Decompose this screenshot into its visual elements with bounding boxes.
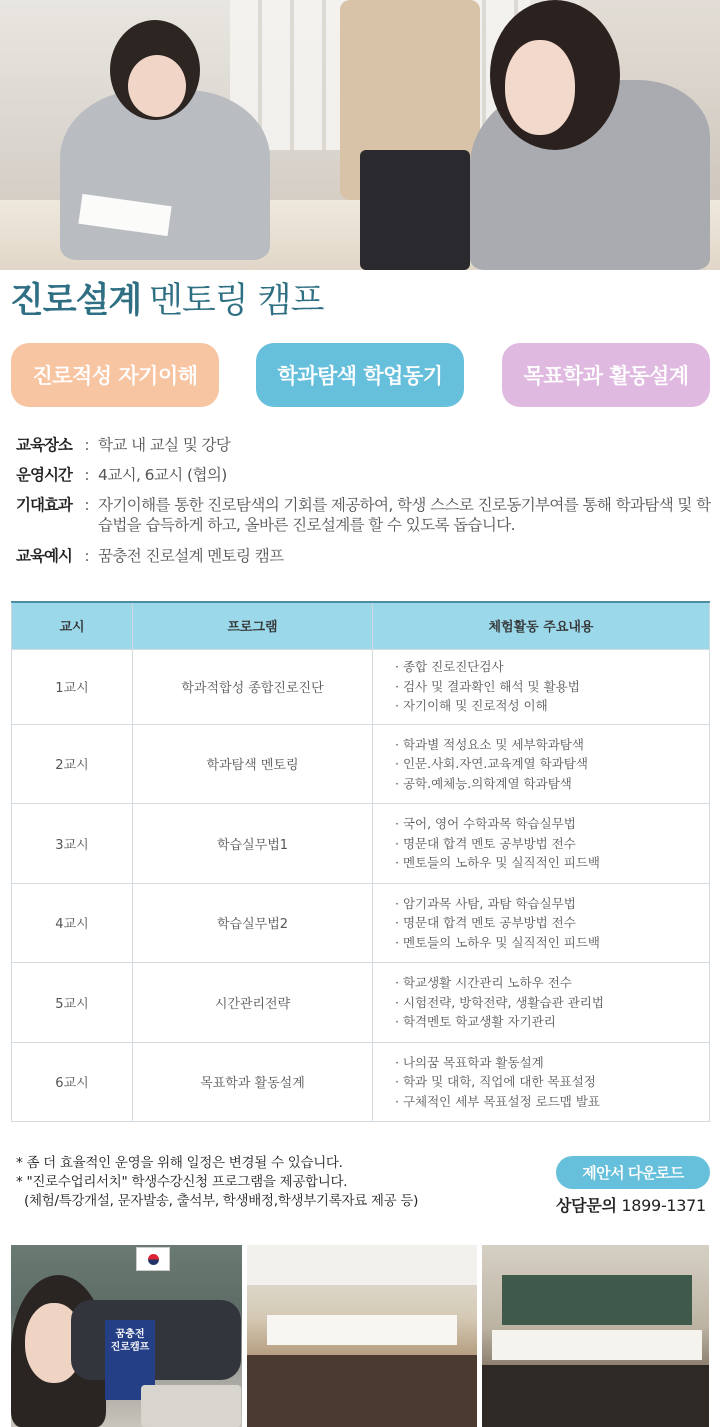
- korean-flag-icon: [136, 1247, 170, 1271]
- info-effect: [16, 495, 716, 535]
- schedule-table: [11, 601, 710, 1122]
- note-line: * 좀 더 효율적인 운영을 위해 일정은 변경될 수 있습니다.: [16, 1155, 343, 1171]
- info-example-label: 교육예시: [16, 547, 72, 565]
- info-place-value: 학교 내 교실 및 강당: [98, 436, 231, 454]
- detail-item: · 학교생활 시간관리 노하우 전수: [395, 975, 572, 990]
- detail-item: · 자기이해 및 진로적성 이해: [395, 698, 548, 714]
- table-cell-period: 3교시: [12, 804, 133, 884]
- info-time-value: 4교시, 6교시 (협의): [98, 466, 227, 484]
- camp-photo-1: [11, 1245, 242, 1427]
- table-cell-period: 5교시: [12, 963, 133, 1043]
- detail-item: · 검사 및 결과확인 해석 및 활용법: [395, 678, 580, 694]
- detail-item: · 멘토들의 노하우 및 실직적인 피드백: [395, 934, 600, 950]
- contact-info: [556, 1193, 716, 1216]
- table-row: [12, 963, 710, 1043]
- detail-item: · 국어, 영어 수학과목 학습실무법: [395, 816, 576, 831]
- detail-item: · 명문대 합격 멘토 공부방법 전수: [395, 915, 576, 930]
- table-cell-program: 학습실무법2: [133, 883, 373, 963]
- hero-photo: [0, 0, 720, 270]
- pill-major-exploration: 학과탐색 학업동기: [256, 343, 464, 407]
- photo-students: [482, 1365, 709, 1427]
- detail-item: · 학과 및 대학, 직업에 대한 목표설정: [395, 1074, 596, 1089]
- table-cell-program: 목표학과 활동설계: [133, 1042, 373, 1122]
- hero-teacher-legs: [360, 150, 470, 270]
- page-title-strong: 진로설계: [10, 281, 142, 321]
- detail-item: · 시험전략, 방학전략, 생활습관 관리법: [395, 994, 604, 1010]
- contact-label: 상담문의: [556, 1196, 617, 1215]
- table-row: [12, 883, 710, 963]
- table-cell-program: 학습실무법1: [133, 804, 373, 884]
- table-header-period: 교시: [12, 602, 133, 649]
- detail-item: · 명문대 합격 멘토 공부방법 전수: [395, 835, 576, 851]
- table-cell-details: [373, 963, 710, 1043]
- pill-target-major: 목표학과 활동설계: [502, 343, 710, 407]
- info-example-value: 꿈충전 진로설계 멘토링 캠프: [98, 547, 284, 565]
- table-header-program: 프로그램: [133, 602, 373, 649]
- table-cell-program: 학과탐색 멘토링: [133, 724, 373, 804]
- detail-item: · 구체적인 세부 목표설정 로드맵 발표: [395, 1093, 600, 1109]
- proposal-download-button[interactable]: 제안서 다운로드: [556, 1156, 710, 1189]
- photo-papers: [492, 1330, 702, 1360]
- camp-photo-3: [482, 1245, 709, 1427]
- detail-item: · 공학.예체능.의학계열 학과탐색: [395, 775, 572, 791]
- table-header-row: [12, 602, 710, 649]
- table-cell-program: 학과적합성 종합진로진단: [133, 649, 373, 724]
- table-cell-period: 4교시: [12, 883, 133, 963]
- info-effect-value: 자기이해를 통한 진로탐색의 기회를 제공하여, 학생 스스로 진로동기부여를 통해 학과탐색 및 학습법을 습득하게 하고, 올바른 진로설계를 할 수 있도록 돕습니다.: [98, 496, 711, 534]
- table-cell-period: 1교시: [12, 649, 133, 724]
- table-header-details: 체험활동 주요내용: [373, 602, 710, 649]
- pill-career-aptitude: 진로적성 자기이해: [11, 343, 219, 407]
- info-list: [16, 435, 716, 576]
- photo-ceiling: [247, 1245, 477, 1285]
- camp-banner-line1: 꿈충전: [115, 1329, 145, 1340]
- detail-item: · 종합 진로진단검사: [395, 659, 504, 675]
- info-separator: :: [84, 436, 90, 454]
- photo-desks: [247, 1355, 477, 1427]
- table-row: [12, 1042, 710, 1122]
- page-title-light: 멘토링 캠프: [149, 281, 324, 321]
- table-row: [12, 649, 710, 724]
- page-title: [10, 279, 323, 323]
- note-line: * "진로수업리서치" 학생수강신청 프로그램을 제공합니다.: [16, 1174, 348, 1190]
- info-place-label: 교육장소: [16, 436, 72, 454]
- info-separator: :: [84, 547, 90, 565]
- info-example: [16, 546, 716, 566]
- table-cell-details: [373, 804, 710, 884]
- info-effect-label: 기대효과: [16, 496, 72, 514]
- detail-item: · 멘토들의 노하우 및 실직적인 피드백: [395, 855, 600, 870]
- detail-item: · 학격멘토 학교생활 자기관리: [395, 1014, 556, 1029]
- info-separator: :: [84, 466, 90, 484]
- camp-banner-line2: 진로캠프: [110, 1342, 150, 1353]
- detail-item: · 암기과목 사탐, 과탐 학습실무법: [395, 895, 576, 911]
- note-line: (체험/특강개설, 문자발송, 출석부, 학생배정,학생부기록자료 제공 등): [24, 1193, 419, 1209]
- table-cell-program: 시간관리전략: [133, 963, 373, 1043]
- photo-students: [71, 1300, 241, 1380]
- table-cell-details: [373, 724, 710, 804]
- camp-photo-2: [247, 1245, 477, 1427]
- info-time-label: 운영시간: [16, 466, 72, 484]
- hero-student-right-face: [505, 40, 575, 135]
- table-cell-details: [373, 883, 710, 963]
- photo-desk: [141, 1385, 241, 1427]
- detail-item: · 나의꿈 목표학과 활동설계: [395, 1054, 544, 1070]
- table-cell-period: 2교시: [12, 724, 133, 804]
- table-cell-period: 6교시: [12, 1042, 133, 1122]
- table-cell-details: [373, 1042, 710, 1122]
- photo-papers: [267, 1315, 457, 1345]
- info-place: [16, 435, 716, 455]
- photo-blackboard: [502, 1275, 692, 1325]
- detail-item: · 인문.사회.자연.교육계열 학과탐색: [395, 756, 588, 771]
- table-row: [12, 724, 710, 804]
- info-time: [16, 465, 716, 485]
- info-separator: :: [84, 496, 90, 514]
- detail-item: · 학과별 적성요소 및 세부학과탐색: [395, 736, 584, 752]
- table-cell-details: [373, 649, 710, 724]
- contact-number[interactable]: 1899-1371: [621, 1196, 706, 1215]
- notes: [16, 1154, 418, 1211]
- hero-student-left-face: [128, 55, 186, 117]
- table-row: [12, 804, 710, 884]
